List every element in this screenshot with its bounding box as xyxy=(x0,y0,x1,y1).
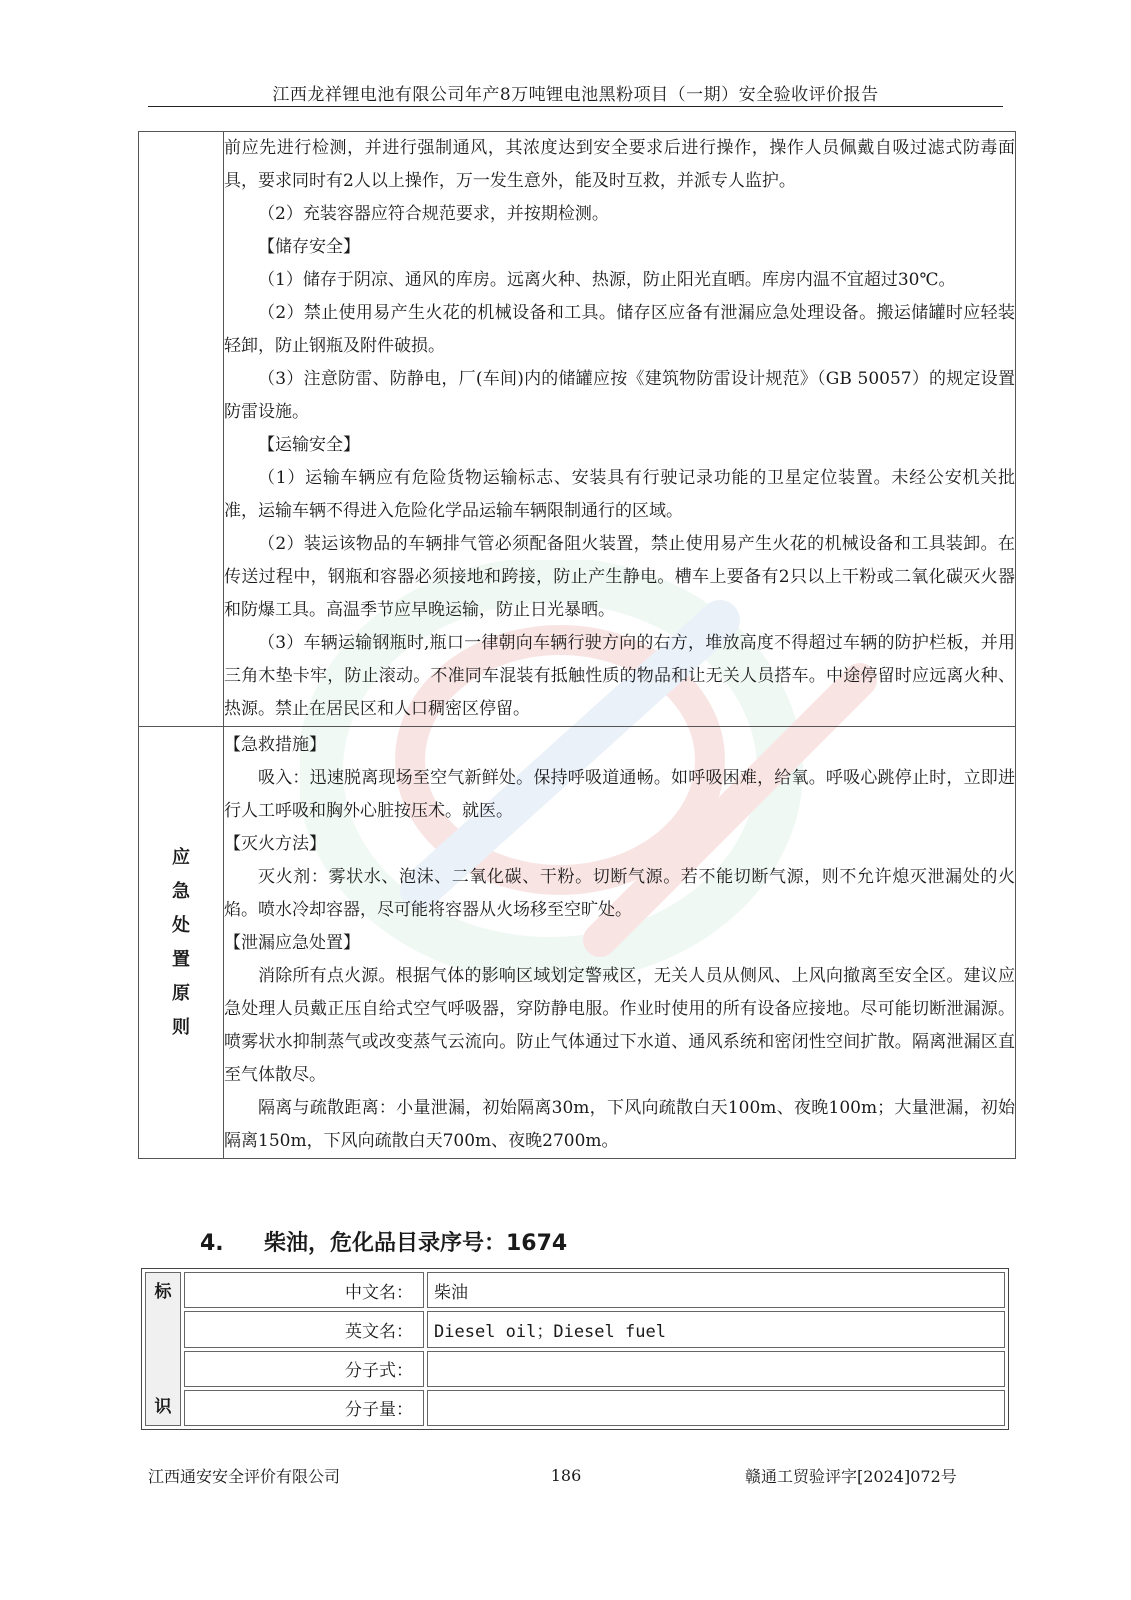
table-row xyxy=(145,1390,1005,1426)
field-name: 分子式： xyxy=(184,1351,424,1387)
field-value xyxy=(427,1351,1005,1387)
chemical-safety-table xyxy=(138,131,1016,1159)
page-header: 江西龙祥锂电池有限公司年产8万吨锂电池黑粉项目（一期）安全验收评价报告 xyxy=(272,85,879,105)
table-row xyxy=(145,1311,1005,1347)
paragraph: 隔离与疏散距离：小量泄漏，初始隔离30m，下风向疏散白天100m、夜晚100m；大量泄漏，初始隔离150m，下风向疏散白天700m、夜晚2700m。 xyxy=(224,1098,1015,1151)
paragraph: （3）车辆运输钢瓶时,瓶口一律朝向车辆行驶方向的右方，堆放高度不得超过车辆的防护栏板，并用三角木垫卡牢，防止滚动。不准同车混装有抵触性质的物品和让无关人员搭车。中途停留时应远离火种、热源。禁止在居民区和人口稠密区停留。 xyxy=(224,633,1015,719)
paragraph: 灭火剂：雾状水、泡沫、二氧化碳、干粉。切断气源。若不能切断气源，则不允许熄灭泄漏处的火焰。喷水冷却容器，尽可能将容器从火场移至空旷处。 xyxy=(224,867,1015,920)
identity-side-label xyxy=(145,1272,181,1426)
emergency-content-cell xyxy=(224,727,1016,1159)
table-row xyxy=(139,727,1016,1159)
row-label-empty xyxy=(139,132,224,727)
field-value: Diesel oil；Diesel fuel xyxy=(427,1311,1005,1347)
paragraph: （2）禁止使用易产生火花的机械设备和工具。储存区应备有泄漏应急处理设备。搬运储罐时应轻装轻卸，防止钢瓶及附件破损。 xyxy=(224,303,1015,356)
label-char: 处 xyxy=(172,914,190,936)
footer-company: 江西通安安全评价有限公司 xyxy=(148,1467,341,1486)
identity-table xyxy=(141,1268,1009,1430)
paragraph: （1）储存于阴凉、通风的库房。远离火种、热源，防止阳光直晒。库房内温不宜超过30℃。 xyxy=(258,270,956,290)
footer-doc-number: 赣通工贸验评字[2024]072号 xyxy=(745,1467,957,1486)
side-label-bottom: 识 xyxy=(154,1397,172,1417)
subheading-storage: 【储存安全】 xyxy=(258,237,360,257)
paragraph: （3）注意防雷、防静电，厂(车间)内的储罐应按《建筑物防雷设计规范》（GB 50057）的规定设置防雷设施。 xyxy=(224,369,1015,422)
field-value xyxy=(427,1390,1005,1426)
field-name: 分子量： xyxy=(184,1390,424,1426)
label-char: 则 xyxy=(172,1016,190,1038)
table-row xyxy=(139,132,1016,727)
label-char: 应 xyxy=(172,846,190,868)
header-divider xyxy=(148,106,1003,107)
field-value: 柴油 xyxy=(427,1272,1005,1308)
paragraph: 消除所有点火源。根据气体的影响区域划定警戒区，无关人员从侧风、上风向撤离至安全区。建议应急处理人员戴正压自给式空气呼吸器，穿防静电服。作业时使用的所有设备应接地。尽可能切断泄漏源。喷雾状水抑制蒸气或改变蒸气云流向。防止气体通过下水道、通风系统和密闭性空间扩散。隔离泄漏区直至气体散尽。 xyxy=(224,966,1015,1085)
subheading-leak-response: 【泄漏应急处置】 xyxy=(224,933,360,953)
side-label-top: 标 xyxy=(154,1282,172,1302)
paragraph: （2）装运该物品的车辆排气管必须配备阻火装置，禁止使用易产生火花的机械设备和工具装卸。在传送过程中，钢瓶和容器必须接地和跨接，防止产生静电。槽车上要备有2只以上干粉或二氧化碳灭火器和防爆工具。高温季节应早晚运输，防止日光暴晒。 xyxy=(224,534,1015,620)
vertical-label xyxy=(139,841,223,1045)
section-title: 柴油，危化品目录序号：1674 xyxy=(264,1231,568,1256)
continued-content-cell xyxy=(224,132,1016,727)
label-char: 原 xyxy=(172,982,190,1004)
subheading-fire-fighting: 【灭火方法】 xyxy=(224,834,326,854)
table-row xyxy=(145,1272,1005,1308)
label-char: 置 xyxy=(172,948,190,970)
label-char: 急 xyxy=(172,880,190,902)
section-heading xyxy=(200,1226,567,1257)
subheading-first-aid: 【急救措施】 xyxy=(224,735,326,755)
paragraph: （1）运输车辆应有危险货物运输标志、安装具有行驶记录功能的卫星定位装置。未经公安机关批准，运输车辆不得进入危险化学品运输车辆限制通行的区域。 xyxy=(224,468,1015,521)
paragraph: 吸入：迅速脱离现场至空气新鲜处。保持呼吸道通畅。如呼吸困难，给氧。呼吸心跳停止时，立即进行人工呼吸和胸外心脏按压术。就医。 xyxy=(224,768,1015,821)
row-label-emergency xyxy=(139,727,224,1159)
section-number: 4. xyxy=(200,1231,224,1256)
subheading-transport: 【运输安全】 xyxy=(258,435,360,455)
field-name: 英文名： xyxy=(184,1311,424,1347)
table-row xyxy=(145,1351,1005,1387)
paragraph: 前应先进行检测，并进行强制通风，其浓度达到安全要求后进行操作，操作人员佩戴自吸过滤式防毒面具，要求同时有2人以上操作，万一发生意外，能及时互救，并派专人监护。 xyxy=(224,138,1015,191)
page-number: 186 xyxy=(550,1466,582,1485)
paragraph: （2）充装容器应符合规范要求，并按期检测。 xyxy=(258,204,609,224)
field-name: 中文名： xyxy=(184,1272,424,1308)
